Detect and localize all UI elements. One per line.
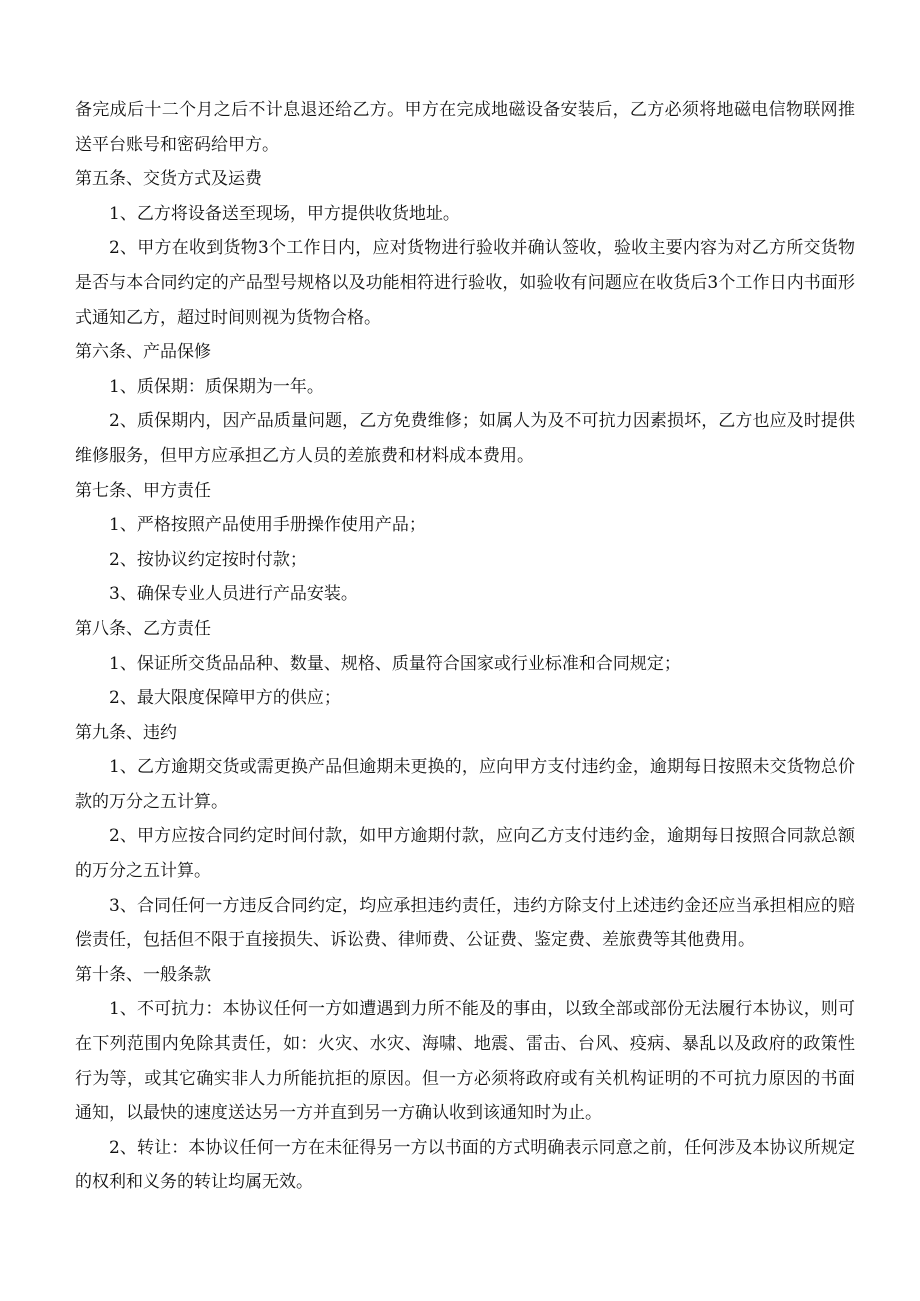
section-heading-article-9: 第九条、违约 — [75, 722, 177, 743]
section-heading-article-8: 第八条、乙方责任 — [75, 618, 211, 639]
clause-item: 3、合同任何一方违反合同约定，均应承担违约责任，违约方除支付上述违约金还应当承担相应的赔偿责任，包括但不限于直接损失、诉讼费、律师费、公证费、鉴定费、差旅费等其他费用。 — [75, 895, 855, 951]
clause-item: 1、保证所交货品品种、数量、规格、质量符合国家或行业标准和合同规定； — [109, 653, 681, 674]
document-body — [75, 93, 855, 1200]
clause-item: 1、不可抗力：本协议任何一方如遭遇到力所不能及的事由，以致全部或部份无法履行本协议，则可在下列范围内免除其责任，如：火灾、水灾、海啸、地震、雷击、台风、疫病、暴乱以及政府的政策性行为等，或其它确实非人力所能抗拒的原因。但一方必须将政府或有关机构证明的不可抗力原因的书面通知，以最快的速度送达另一方并直到另一方确认收到该通知时为止。 — [75, 999, 855, 1124]
clause-item: 2、按协议约定按时付款； — [109, 549, 307, 570]
clause-item: 2、最大限度保障甲方的供应； — [109, 688, 341, 709]
clause-item: 2、质保期内，因产品质量问题，乙方免费维修；如属人为及不可抗力因素损坏，乙方也应及时提供维修服务，但甲方应承担乙方人员的差旅费和材料成本费用。 — [75, 411, 855, 466]
clause-item: 1、质保期：质保期为一年。 — [109, 376, 324, 397]
section-heading-article-10: 第十条、一般条款 — [75, 964, 211, 985]
clause-item: 1、乙方将设备送至现场，甲方提供收货地址。 — [109, 203, 460, 224]
paragraph-continuation: 备完成后十二个月之后不计息退还给乙方。甲方在完成地磁设备安装后，乙方必须将地磁电信物联网推送平台账号和密码给甲方。 — [75, 100, 855, 155]
clause-item: 1、严格按照产品使用手册操作使用产品； — [109, 515, 426, 536]
clause-item: 1、乙方逾期交货或需更换产品但逾期未更换的，应向甲方支付违约金，逾期每日按照未交货物总价款的万分之五计算。 — [75, 757, 855, 812]
clause-item: 2、甲方在收到货物3个工作日内，应对货物进行验收并确认签收，验收主要内容为对乙方所交货物是否与本合同约定的产品型号规格以及功能相符进行验收，如验收有问题应在收货后3个工作日内书面形式通知乙方，超过时间则视为货物合格。 — [75, 238, 855, 328]
clause-item: 2、转让：本协议任何一方在未征得另一方以书面的方式明确表示同意之前，任何涉及本协议所规定的权利和义务的转让均属无效。 — [75, 1137, 855, 1193]
section-heading-article-6: 第六条、产品保修 — [75, 342, 211, 363]
section-heading-article-7: 第七条、甲方责任 — [75, 480, 211, 501]
clause-item: 3、确保专业人员进行产品安装。 — [109, 584, 358, 605]
clause-item: 2、甲方应按合同约定时间付款，如甲方逾期付款，应向乙方支付违约金，逾期每日按照合同款总额的万分之五计算。 — [75, 826, 855, 882]
section-heading-article-5: 第五条、交货方式及运费 — [75, 169, 262, 190]
